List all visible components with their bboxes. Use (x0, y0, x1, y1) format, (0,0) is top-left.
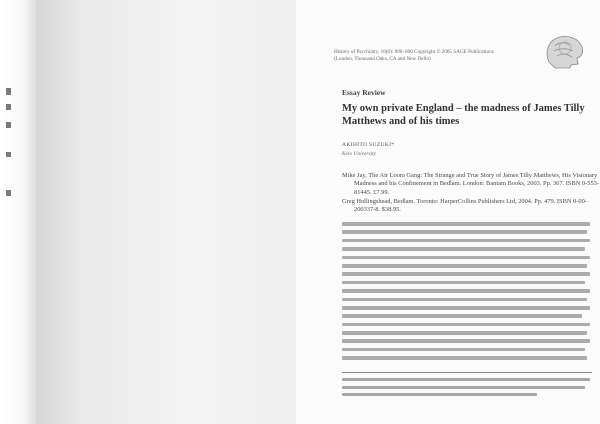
author-name: AKIHITO SUZUKI* (342, 142, 395, 148)
article-title: My own private England – the madness of James Tilly Matthews and of his times (342, 103, 585, 127)
reviewed-book-reference: Mike Jay, The Air Loom Gang: The Strange and True Story of James Tilly Matthews, His Visionary Madness and his Confinement in Bedlam. London: Bantam Books, 2003. Pp. 367. ISBN 0-553-81445. £7.99. (342, 172, 599, 196)
facing-page-mark (6, 152, 11, 157)
facing-page-mark (6, 122, 11, 128)
author-affiliation: Keio University (342, 151, 376, 157)
brain-head-icon (543, 32, 587, 70)
facing-page-mark (6, 104, 11, 110)
body-text-block (342, 222, 592, 365)
book-gutter (36, 0, 296, 424)
facing-page-mark (6, 190, 11, 196)
footnote (342, 372, 592, 401)
article-page (296, 0, 600, 424)
facing-page-mark (6, 88, 11, 95)
journal-info: History of Psychiatry, 16(0): 000–000 Copyright © 2005 SAGE Publications (London, Thousand Oaks, CA and New Delhi) (334, 49, 494, 62)
reviewed-book-reference: Greg Hollingshead, Bedlam. Toronto: HarperCollins Publishers Ltd, 2004. Pp. 479. ISBN 0-00-200337-8. $38.95. (342, 198, 587, 214)
facing-page-edge (0, 0, 36, 424)
section-label: Essay Review (342, 88, 386, 97)
